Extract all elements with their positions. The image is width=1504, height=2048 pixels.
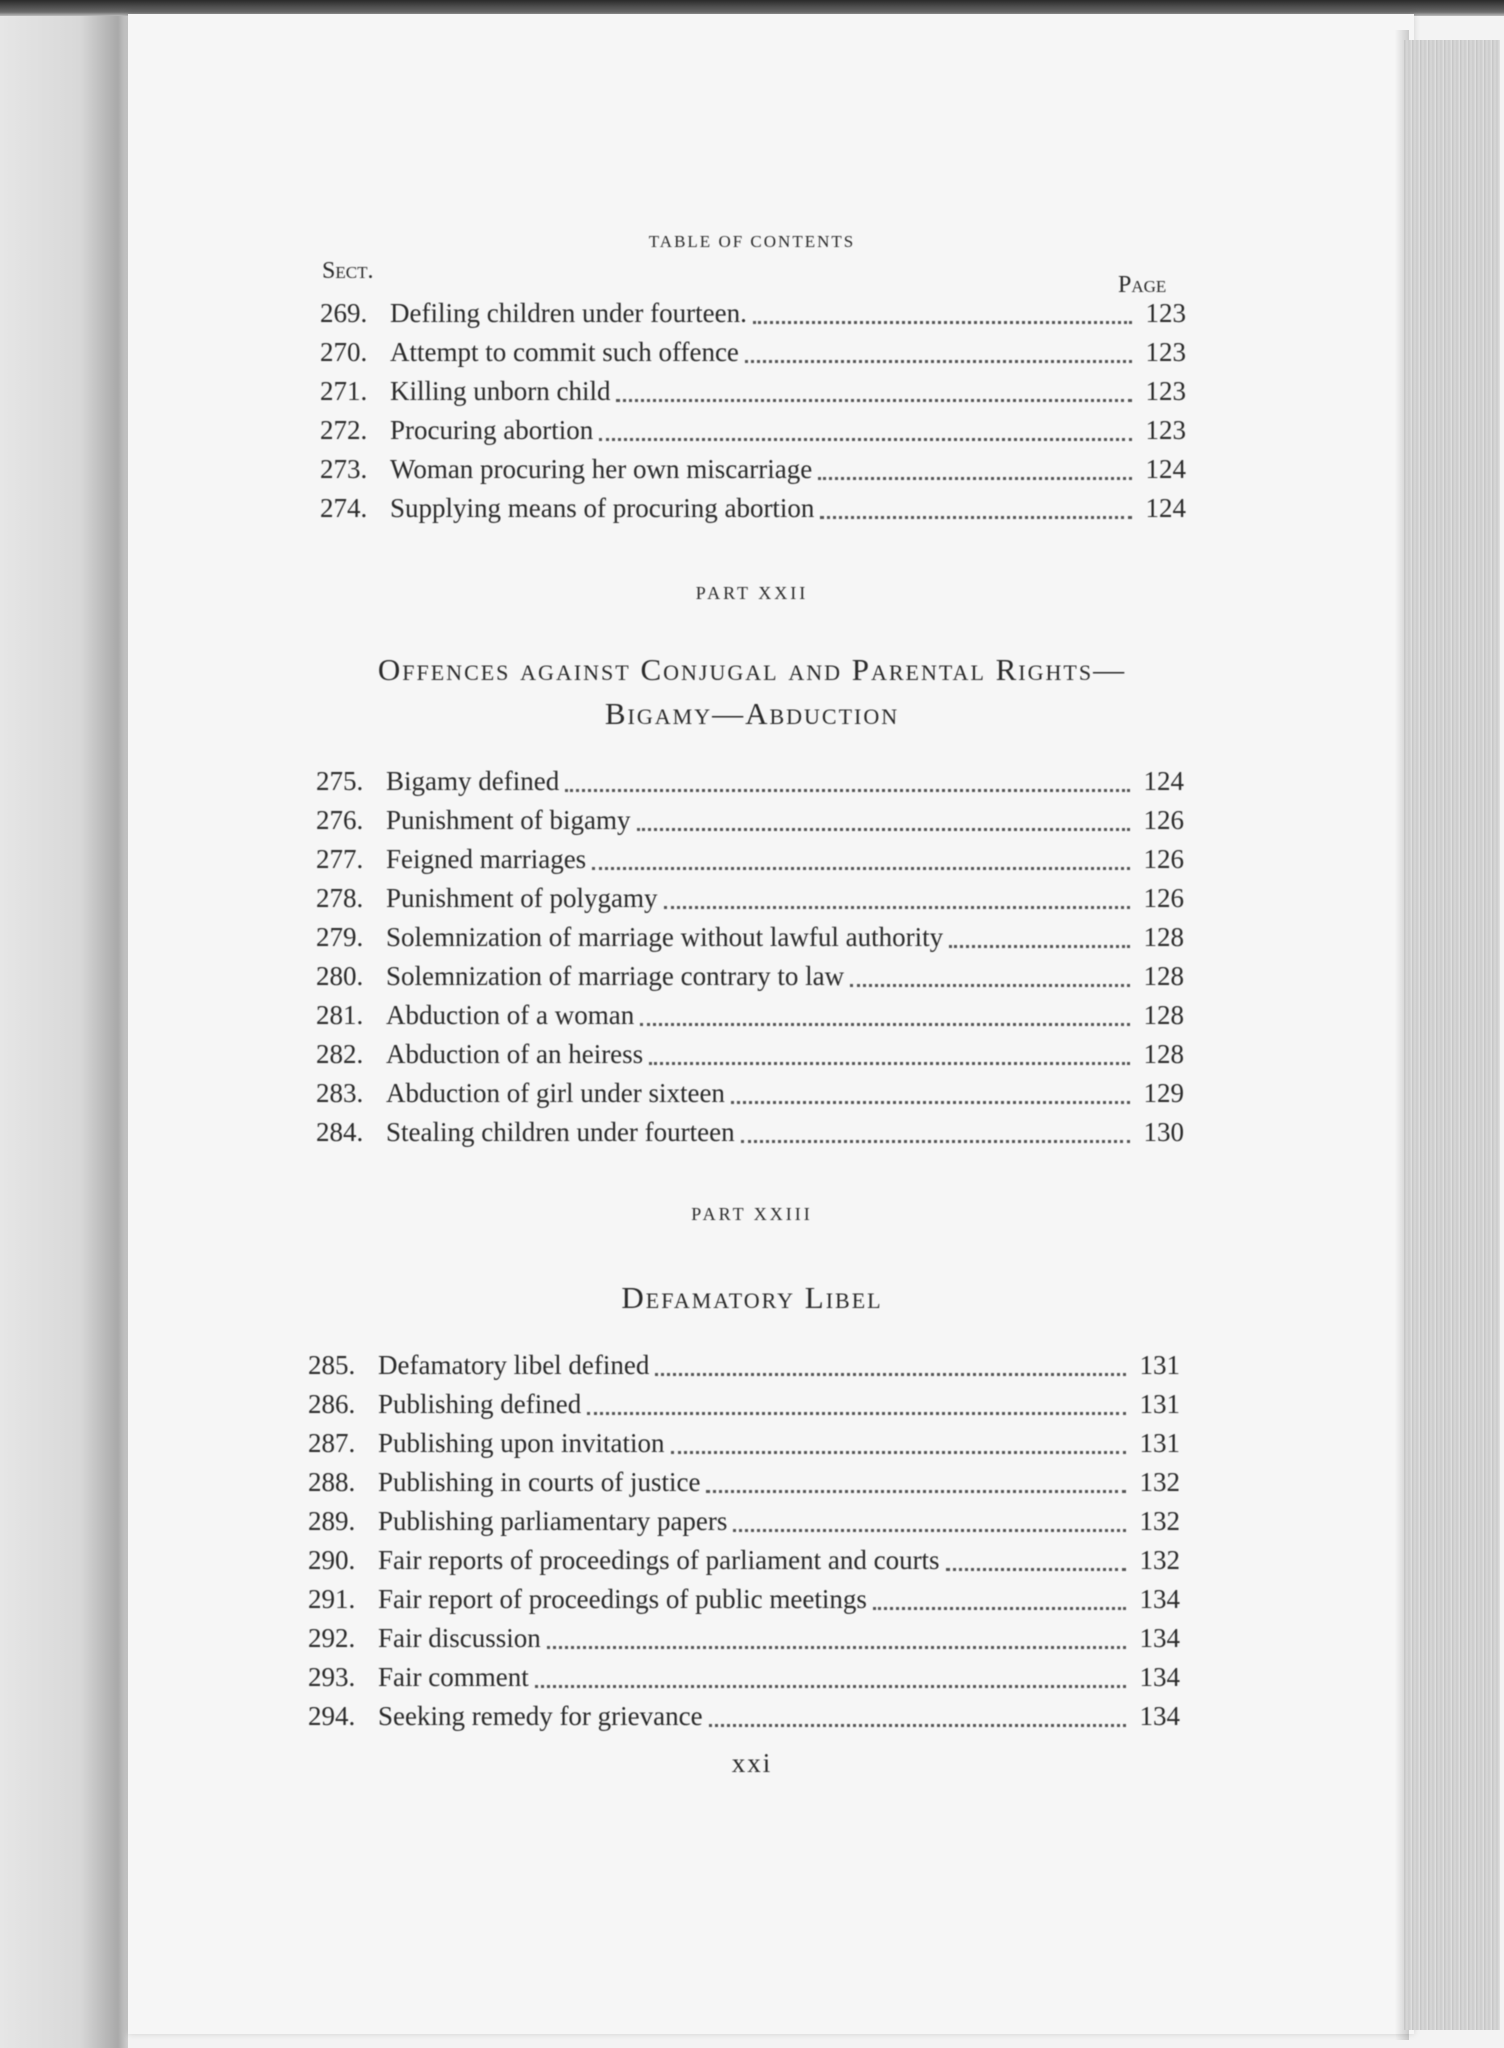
dot-leader (949, 945, 1130, 948)
dot-leader (655, 1373, 1126, 1376)
section-number: 288. (308, 1467, 356, 1497)
toc-entry (308, 1428, 1180, 1467)
section-number: 275. (316, 766, 364, 796)
dot-leader (547, 1646, 1126, 1649)
toc-entry (308, 1584, 1180, 1623)
toc-entry (316, 1039, 1184, 1078)
page-number: 123 (1145, 298, 1186, 328)
section-number: 278. (316, 883, 364, 913)
dot-leader (733, 1529, 1126, 1532)
section-number: 276. (316, 805, 364, 835)
page-number: 132 (1139, 1506, 1180, 1536)
section-number: 272. (320, 415, 368, 445)
dot-leader (850, 984, 1130, 987)
entry-title: Killing unborn child (390, 376, 611, 406)
page-number: 128 (1143, 961, 1184, 991)
dot-leader (565, 789, 1130, 792)
toc-entry (320, 493, 1186, 532)
dot-leader (706, 1490, 1126, 1493)
entry-title: Punishment of bigamy (386, 805, 631, 835)
dot-leader (820, 516, 1132, 519)
section-number: 284. (316, 1117, 364, 1147)
dot-leader (616, 399, 1132, 402)
entry-title: Punishment of polygamy (386, 883, 658, 913)
part-title-line: Bigamy—Abduction (604, 696, 900, 731)
toc-entry (320, 415, 1186, 454)
entry-title: Procuring abortion (390, 415, 594, 445)
entry-title: Defiling children under fourteen. (390, 298, 747, 328)
section-number: 289. (308, 1506, 356, 1536)
dot-leader (637, 828, 1131, 831)
entry-title: Abduction of an heiress (386, 1039, 644, 1069)
section-number: 282. (316, 1039, 364, 1069)
page-number: 134 (1139, 1623, 1180, 1653)
toc-entry (316, 961, 1184, 1000)
page-number: 130 (1143, 1117, 1184, 1147)
entry-title: Publishing upon invitation (378, 1428, 665, 1458)
toc-entry (308, 1623, 1180, 1662)
section-number: 274. (320, 493, 368, 523)
part-label: PART XXII (695, 583, 809, 603)
toc-entry (316, 922, 1184, 961)
page-number: 123 (1145, 376, 1186, 406)
toc-entry (316, 1078, 1184, 1117)
entry-title: Fair report of proceedings of public meetings (378, 1584, 867, 1614)
page-number: 126 (1143, 805, 1184, 835)
toc-entry (308, 1506, 1180, 1545)
page-number: 132 (1139, 1467, 1180, 1497)
page-number: 134 (1139, 1701, 1180, 1731)
entry-title: Publishing in courts of justice (378, 1467, 701, 1497)
section-number: 286. (308, 1389, 356, 1419)
entry-title: Bigamy defined (386, 766, 560, 796)
section-number: 291. (308, 1584, 356, 1614)
section-column-header: Sect. (322, 258, 374, 284)
page-number: 124 (1145, 493, 1186, 523)
dot-leader (818, 477, 1132, 480)
section-number: 292. (308, 1623, 356, 1653)
dot-leader (640, 1023, 1130, 1026)
section-number: 285. (308, 1350, 356, 1380)
page-number: 128 (1143, 1039, 1184, 1069)
dot-leader (731, 1101, 1130, 1104)
toc-entry (316, 805, 1184, 844)
entry-title: Publishing parliamentary papers (378, 1506, 728, 1536)
page-number: 126 (1143, 883, 1184, 913)
dot-leader (599, 438, 1132, 441)
toc-entry (316, 1117, 1184, 1156)
page-number: 124 (1143, 766, 1184, 796)
entry-title: Fair comment (378, 1662, 529, 1692)
part-label: PART XXIII (691, 1204, 813, 1224)
toc-entry (308, 1545, 1180, 1584)
entry-title: Woman procuring her own miscarriage (390, 454, 813, 484)
entry-title: Solemnization of marriage without lawful authority (386, 922, 944, 952)
toc-entry (308, 1389, 1180, 1428)
page-number: 123 (1145, 415, 1186, 445)
dot-leader (741, 1140, 1130, 1143)
toc-entry (308, 1350, 1180, 1389)
part-title: Defamatory Libel (621, 1280, 883, 1315)
entry-title: Stealing children under fourteen (386, 1117, 735, 1147)
entry-title: Abduction of girl under sixteen (386, 1078, 725, 1108)
toc-entry (320, 337, 1186, 376)
dot-leader (587, 1412, 1126, 1415)
toc-entry (316, 766, 1184, 805)
running-head: TABLE OF CONTENTS (648, 232, 856, 251)
dot-leader (535, 1685, 1126, 1688)
dot-leader (753, 321, 1132, 324)
section-number: 271. (320, 376, 368, 406)
section-number: 293. (308, 1662, 356, 1692)
entry-title: Fair discussion (378, 1623, 541, 1653)
section-number: 269. (320, 298, 368, 328)
page-column-header: Page (1118, 272, 1167, 298)
page-number: 128 (1143, 922, 1184, 952)
page-number: 132 (1139, 1545, 1180, 1575)
section-number: 270. (320, 337, 368, 367)
toc-block-part-xxiii (308, 1350, 1180, 1740)
section-number: 281. (316, 1000, 364, 1030)
dot-leader (664, 906, 1131, 909)
toc-entry (308, 1701, 1180, 1740)
page-number: 129 (1143, 1078, 1184, 1108)
entry-title: Publishing defined (378, 1389, 582, 1419)
left-page-edge (0, 0, 128, 2048)
section-number: 279. (316, 922, 364, 952)
page-number: 134 (1139, 1584, 1180, 1614)
entry-title: Abduction of a woman (386, 1000, 635, 1030)
toc-entry (316, 1000, 1184, 1039)
section-number: 287. (308, 1428, 356, 1458)
section-number: 294. (308, 1701, 356, 1731)
toc-entry (320, 454, 1186, 493)
entry-title: Supplying means of procuring abortion (390, 493, 815, 523)
dot-leader (745, 360, 1132, 363)
dot-leader (592, 867, 1130, 870)
section-number: 280. (316, 961, 364, 991)
toc-entry (316, 883, 1184, 922)
toc-block-part-xxii (316, 766, 1184, 1156)
page-number: 131 (1139, 1350, 1180, 1380)
toc-entry (316, 844, 1184, 883)
page-number: 126 (1143, 844, 1184, 874)
section-number: 283. (316, 1078, 364, 1108)
dot-leader (873, 1607, 1126, 1610)
toc-entry (320, 376, 1186, 415)
section-number: 290. (308, 1545, 356, 1575)
page-number: 134 (1139, 1662, 1180, 1692)
page-number: 124 (1145, 454, 1186, 484)
dot-leader (709, 1724, 1126, 1727)
dot-leader (671, 1451, 1126, 1454)
entry-title: Seeking remedy for grievance (378, 1701, 703, 1731)
entry-title: Feigned marriages (386, 844, 587, 874)
page-folio: xxi (731, 1748, 773, 1778)
entry-title: Fair reports of proceedings of parliament and courts (378, 1545, 940, 1575)
page-number: 123 (1145, 337, 1186, 367)
page-number: 128 (1143, 1000, 1184, 1030)
dot-leader (946, 1568, 1126, 1571)
toc-entry (320, 298, 1186, 337)
section-number: 277. (316, 844, 364, 874)
section-number: 273. (320, 454, 368, 484)
dot-leader (649, 1062, 1130, 1065)
entry-title: Solemnization of marriage contrary to law (386, 961, 845, 991)
page-number: 131 (1139, 1428, 1180, 1458)
entry-title: Defamatory libel defined (378, 1350, 650, 1380)
toc-entry (308, 1467, 1180, 1506)
entry-title: Attempt to commit such offence (390, 337, 739, 367)
fore-edge-pages (1404, 40, 1500, 2030)
toc-entry (308, 1662, 1180, 1701)
page-number: 131 (1139, 1389, 1180, 1419)
part-title-line: Offences against Conjugal and Parental Rights— (377, 652, 1127, 687)
toc-block-continued (320, 298, 1186, 532)
